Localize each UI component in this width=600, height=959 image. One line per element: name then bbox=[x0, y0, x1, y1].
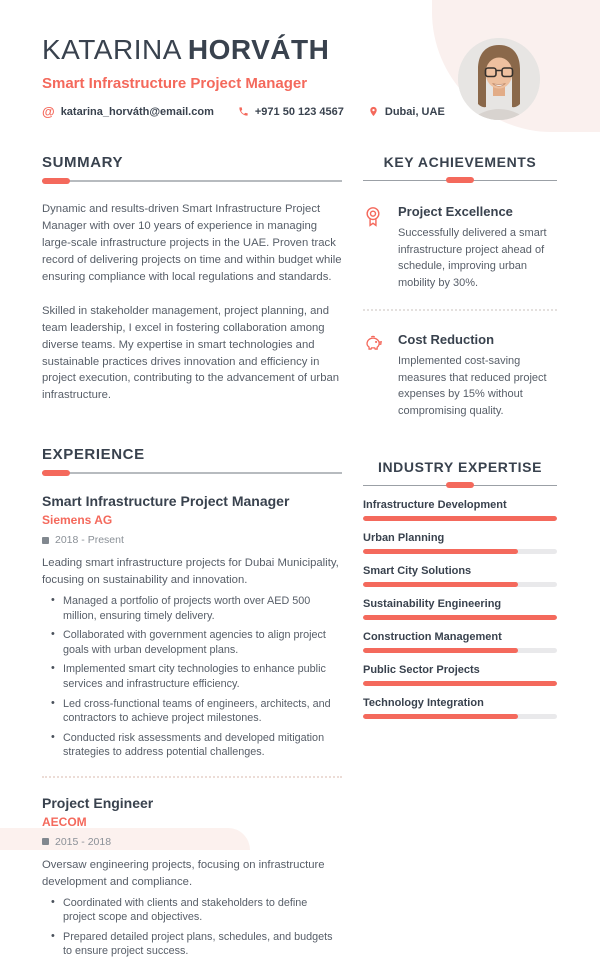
contact-email bbox=[42, 105, 214, 118]
skill-bar-track bbox=[363, 549, 557, 554]
skill-bar-fill bbox=[363, 615, 557, 620]
skill-bar-track bbox=[363, 516, 557, 521]
skill-label: Sustainability Engineering bbox=[363, 598, 502, 610]
skill-bar-fill bbox=[363, 681, 557, 686]
resume-body bbox=[42, 154, 557, 959]
skill-item bbox=[363, 598, 557, 620]
job-role: Project Engineer bbox=[42, 794, 154, 811]
job-dates bbox=[42, 534, 342, 546]
job-role: Smart Infrastructure Project Manager bbox=[42, 493, 290, 510]
location-value: Dubai, UAE bbox=[384, 105, 445, 118]
calendar-icon bbox=[42, 838, 49, 845]
achievement-body bbox=[398, 204, 557, 291]
job-dates-value: 2015 - 2018 bbox=[55, 835, 112, 848]
summary-title-rule bbox=[42, 178, 342, 184]
job-company: Siemens AG bbox=[42, 513, 113, 528]
calendar-icon bbox=[42, 537, 49, 544]
contact-phone bbox=[238, 106, 344, 118]
skill-item bbox=[363, 631, 557, 653]
skill-item bbox=[363, 697, 557, 719]
job-divider bbox=[42, 776, 342, 778]
skill-item bbox=[363, 664, 557, 686]
skill-bar-fill bbox=[363, 714, 518, 719]
right-column bbox=[363, 154, 557, 959]
phone-icon bbox=[238, 106, 249, 117]
at-icon: @ bbox=[42, 104, 55, 119]
first-name: KATARINA bbox=[42, 34, 182, 65]
contact-location bbox=[368, 105, 445, 118]
job-description: Leading smart infrastructure projects for Dubai Municipality, focusing on sustainability and innovation. bbox=[42, 557, 339, 587]
skill-label: Urban Planning bbox=[363, 532, 445, 544]
achievement-item bbox=[363, 204, 557, 291]
job-bullet: • Managed a portfolio of projects worth over AED 500 million, ensuring timely delivery. bbox=[42, 594, 342, 623]
job-entry bbox=[42, 493, 342, 760]
summary-section bbox=[42, 154, 342, 404]
experience-section bbox=[42, 446, 342, 959]
achievement-text: Successfully delivered a smart infrastructure project ahead of schedule, improving urban mobility by 30%. bbox=[398, 227, 547, 289]
skill-bar-track bbox=[363, 582, 557, 587]
job-bullet-list bbox=[42, 594, 342, 760]
person-job-title: Smart Infrastructure Project Manager bbox=[42, 75, 308, 92]
achievement-title: Project Excellence bbox=[398, 204, 513, 219]
job-bullet: • Led cross-functional teams of engineers, architects, and contractors to achieve project milestones. bbox=[42, 697, 342, 726]
job-bullet: • Collaborated with government agencies to align project goals with urban development plans. bbox=[42, 628, 342, 657]
last-name: HORVÁTH bbox=[187, 34, 330, 65]
skill-bar-track bbox=[363, 714, 557, 719]
skill-bar-fill bbox=[363, 648, 518, 653]
achievements-title: KEY ACHIEVEMENTS bbox=[383, 154, 537, 170]
expertise-section bbox=[363, 459, 557, 719]
achievements-section bbox=[363, 154, 557, 419]
skill-label: Smart City Solutions bbox=[363, 565, 472, 577]
left-column bbox=[42, 154, 342, 959]
summary-title: SUMMARY bbox=[42, 154, 124, 171]
piggy-bank-icon bbox=[363, 332, 385, 419]
resume-header bbox=[42, 34, 557, 118]
job-bullet: • Conducted risk assessments and developed mitigation strategies to address potential challenges. bbox=[42, 731, 342, 760]
experience-title-rule bbox=[42, 470, 342, 476]
achievement-text: Implemented cost-saving measures that reduced project expenses by 15% without compromising quality. bbox=[398, 355, 547, 417]
job-dates bbox=[42, 836, 342, 848]
expertise-title: INDUSTRY EXPERTISE bbox=[377, 459, 543, 475]
job-entry bbox=[42, 795, 342, 959]
skill-bar-fill bbox=[363, 516, 557, 521]
skill-label: Public Sector Projects bbox=[363, 664, 480, 676]
job-dates-value: 2018 - Present bbox=[55, 534, 124, 547]
skill-label: Technology Integration bbox=[363, 697, 484, 709]
medal-icon bbox=[363, 204, 385, 291]
phone-value: +971 50 123 4567 bbox=[254, 105, 344, 118]
job-description: Oversaw engineering projects, focusing on infrastructure development and compliance. bbox=[42, 858, 325, 888]
achievement-title: Cost Reduction bbox=[398, 332, 495, 347]
achievement-item bbox=[363, 332, 557, 419]
job-bullet-list bbox=[42, 896, 342, 959]
summary-paragraph: Dynamic and results-driven Smart Infrastructure Project Manager with over 10 years of experience in managing large-scale infrastructure projects in the UAE. Proven track record of delivering projects on time and within budget while ensuring compliance with local regulations and standards. bbox=[42, 203, 342, 283]
email-value: katarina_horváth@email.com bbox=[60, 105, 214, 118]
job-bullet: • Coordinated with clients and stakeholders to define project scope and objectives. bbox=[42, 896, 342, 925]
job-bullet: • Implemented smart city technologies to enhance public services and infrastructure efficiency. bbox=[42, 662, 342, 691]
expertise-title-rule bbox=[363, 482, 557, 488]
skill-label: Infrastructure Development bbox=[363, 499, 507, 511]
achievement-divider bbox=[363, 309, 557, 311]
skill-bar-track bbox=[363, 648, 557, 653]
skill-label: Construction Management bbox=[363, 631, 502, 643]
skill-bar-track bbox=[363, 681, 557, 686]
skill-item bbox=[363, 532, 557, 554]
skill-list bbox=[363, 499, 557, 719]
achievement-body bbox=[398, 332, 557, 419]
job-company: AECOM bbox=[42, 814, 87, 829]
profile-photo bbox=[458, 38, 540, 120]
skill-bar-fill bbox=[363, 582, 518, 587]
job-bullet: • Prepared detailed project plans, schedules, and budgets to ensure project success. bbox=[42, 930, 342, 959]
achievements-title-rule bbox=[363, 177, 557, 183]
experience-title: EXPERIENCE bbox=[42, 446, 145, 464]
skill-bar-track bbox=[363, 615, 557, 620]
location-pin-icon bbox=[368, 105, 379, 118]
skill-item bbox=[363, 499, 557, 521]
skill-item bbox=[363, 565, 557, 587]
skill-bar-fill bbox=[363, 549, 518, 554]
summary-paragraph: Skilled in stakeholder management, project planning, and team leadership, I excel in fostering collaboration among diverse teams. My expertise in smart technologies and sustainable practices drives innovation and efficiency in project execution, contributing to the advancement of urban infrastructure. bbox=[42, 304, 340, 402]
